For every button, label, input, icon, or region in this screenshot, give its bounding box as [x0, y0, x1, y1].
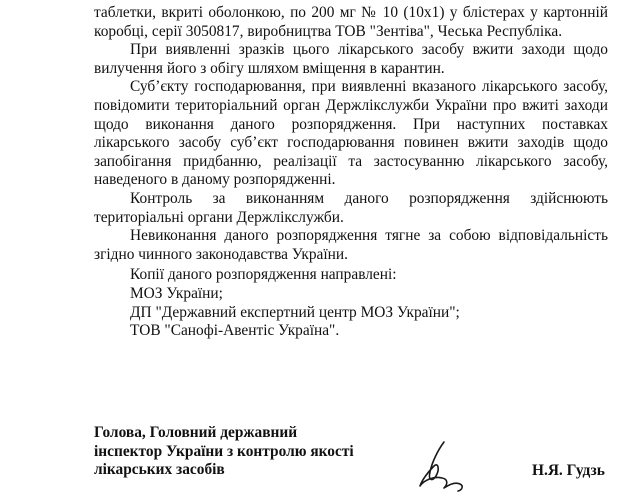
- signer-name: Н.Я. Гудзь: [532, 462, 605, 479]
- paragraph-liability: Невиконання даного розпорядження тягне за собою відповідальність згідно чинного законодавства України.: [94, 227, 608, 263]
- signatory-title-line: інспектор України з контролю якості: [94, 442, 354, 460]
- copies-recipient: МОЗ України;: [130, 284, 223, 302]
- signatory-title-line: лікарських засобів: [94, 461, 225, 479]
- paragraph-control: Контроль за виконанням даного розпорядження здійснюють територіальні органи Держлікслужби.: [94, 189, 608, 226]
- signatory-title-line: Голова, Головний державний: [94, 424, 298, 441]
- handwritten-signature-icon: [414, 436, 484, 494]
- copies-recipient: ТОВ "Санофі-Авентіс Україна".: [130, 322, 340, 340]
- paragraph-quarantine-instruction: При виявленні зразків цього лікарського засобу вжити заходи щодо вилучення його з обігу шляхом вміщення в карантин.: [94, 41, 608, 77]
- paragraph-business-entity-obligations: Суб’єкту господарювання, при виявленні вказаного лікарського засобу, повідомити територіальний орган Держлікслужби України про вжиті заходи щодо виконання даного розпорядження. При наступних поставках лікарського засобу суб’єкт господарювання повинен вжити заходів щодо запобігання придбанню, реалізації та застосуванню лікарського засобу, наведеного в даному розпорядженні.: [94, 78, 608, 189]
- copies-section: [94, 266, 608, 341]
- copies-recipient: ДП "Державний експертний центр МОЗ України";: [130, 303, 460, 321]
- paragraph-product-description: таблетки, вкриті оболонкою, по 200 мг № 10 (10х1) у блістерах у картонній коробці, серії 3050817, виробництва ТОВ "Зентіва", Чеська Республіка.: [94, 4, 608, 40]
- document-body: [94, 4, 608, 264]
- signatory-title: [94, 424, 354, 480]
- copies-heading: Копії даного розпорядження направлені:: [130, 266, 397, 283]
